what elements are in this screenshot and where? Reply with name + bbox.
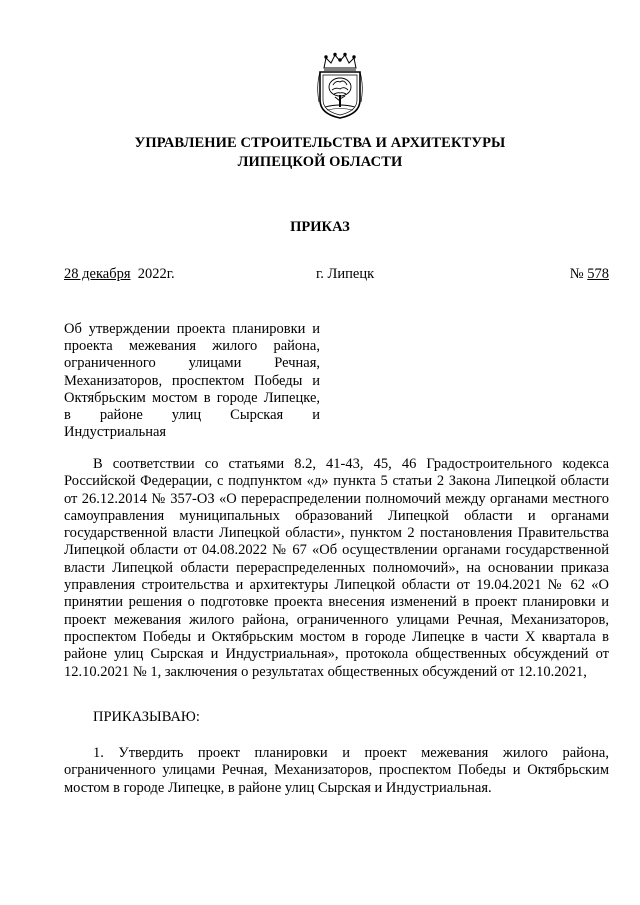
- document-number-value: 578: [587, 266, 609, 282]
- document-number: [570, 265, 609, 283]
- organization-name: [0, 134, 640, 172]
- document-date: [64, 265, 175, 283]
- coat-of-arms-icon: [314, 52, 366, 120]
- document-date-day-month: 28 декабря: [64, 266, 131, 282]
- organization-name-line2: ЛИПЕЦКОЙ ОБЛАСТИ: [237, 154, 403, 170]
- document-subject: Об утверждении проекта планировки и проекта межевания жилого района, ограниченного улицами Речная, Механизаторов, проспектом Победы и Октябрьским мостом в городе Липецке, в районе улиц Сырская и Индустриальная: [64, 321, 320, 441]
- document-body: [64, 456, 609, 797]
- document-date-year: 2022г.: [137, 266, 175, 282]
- document-type: ПРИКАЗ: [290, 219, 350, 235]
- document-meta: [64, 265, 609, 283]
- order-word: ПРИКАЗЫВАЮ:: [93, 708, 200, 725]
- order-item-1: 1. Утвердить проект планировки и проект межевания жилого района, ограниченного улицами Речная, Механизаторов, проспектом Победы и Октябрьским мостом в городе Липецке, в районе улиц Сырская и Индустриальная.: [64, 745, 609, 796]
- organization-name-line1: УПРАВЛЕНИЕ СТРОИТЕЛЬСТВА И АРХИТЕКТУРЫ: [134, 135, 506, 151]
- document-number-prefix: №: [569, 266, 584, 282]
- preamble-paragraph: В соответствии со статьями 8.2, 41-43, 45, 46 Градостроительного кодекса Российской Федерации, с подпунктом «д» пункта 5 статьи 2 Закона Липецкой области от 26.12.2014 № 357-ОЗ «О перераспределении полномочий между органами местного самоуправления муниципальных образований Липецкой области и органами государственной власти Липецкой области», пунктом 2 постановления Правительства Липецкой области от 04.08.2022 № 67 «Об осуществлении органами государственной власти Липецкой области перераспределенных полномочий», на основании приказа управления строительства и архитектуры Липецкой области от 19.04.2021 № 62 «О принятии решения о подготовке проекта внесения изменений в проект планировки и проект межевания жилого района, ограниченного улицами Речная, Механизаторов, проспектом Победы и Октябрьским мостом в городе Липецке в части X квартала в районе улиц Сырская и Индустриальная», протокола общественных обсуждений от 12.10.2021 № 1, заключения о результатах общественных обсуждений от 12.10.2021,: [64, 456, 609, 680]
- document-city: г. Липецк: [316, 266, 375, 282]
